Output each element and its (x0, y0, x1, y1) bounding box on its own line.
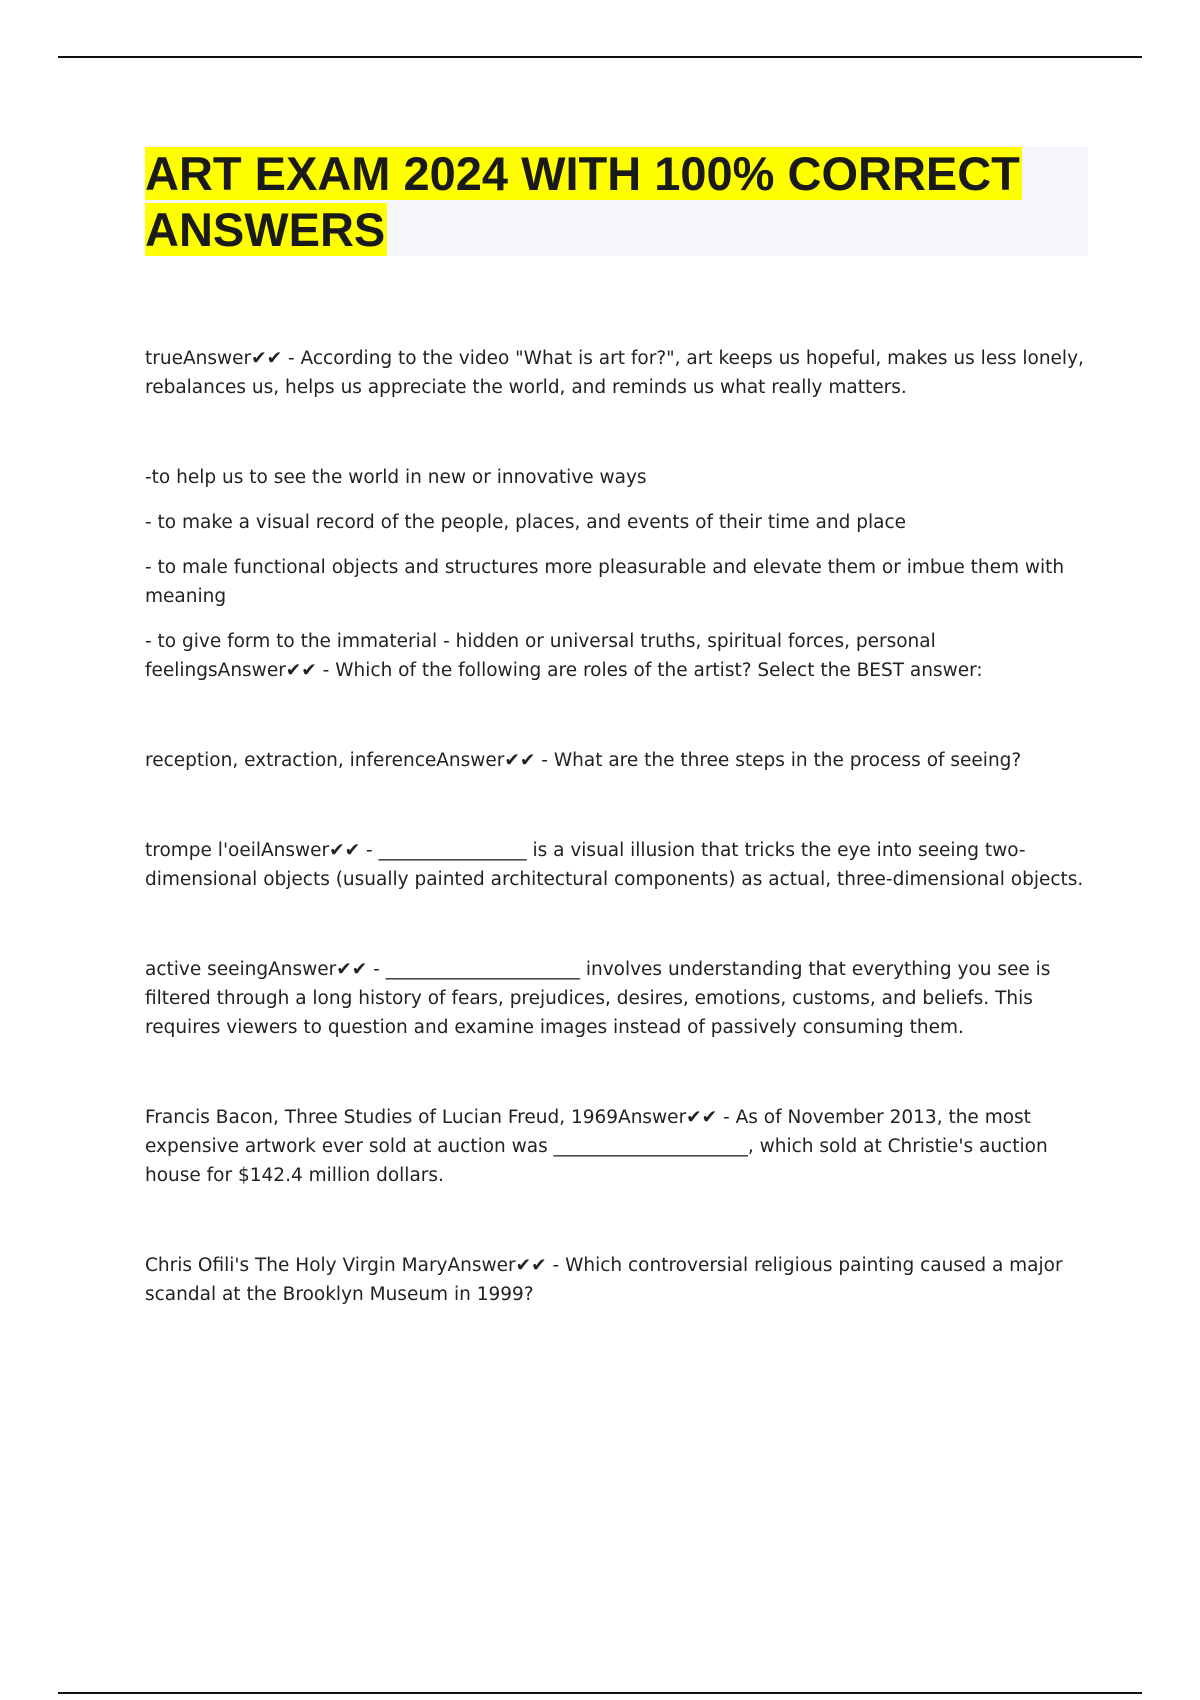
qa-entry-line: - to make a visual record of the people, places, and events of their time and place (145, 512, 907, 533)
qa-entry-text: Francis Bacon, Three Studies of Lucian Freud, 1969Answer✔✔ - As of November 2013, the most expensive artwork ever sold at auction was _____________________, which sold at Christie's auction house for $142.4 million dollars. (145, 1107, 1048, 1186)
qa-entry-6 (145, 1103, 1090, 1190)
qa-entry-1 (145, 344, 1090, 402)
document-title-highlight: ART EXAM 2024 WITH 100% CORRECT ANSWERS (145, 147, 1020, 256)
qa-entry-text: trompe l'oeilAnswer✔✔ - ________________ is a visual illusion that tricks the eye into seeing two-dimensional objects (usually painted architectural components) as actual, three-dimensional objects. (145, 840, 1084, 890)
qa-entry-2 (145, 463, 1090, 685)
document-body (145, 344, 1090, 1370)
bottom-divider (58, 1692, 1142, 1694)
title-block (145, 146, 1088, 256)
qa-entry-4 (145, 836, 1090, 894)
qa-entry-line: -to help us to see the world in new or innovative ways (145, 467, 647, 488)
document-title (145, 146, 1088, 258)
qa-entry-7 (145, 1251, 1090, 1309)
top-divider (58, 56, 1142, 58)
qa-entry-line: - to give form to the immaterial - hidden or universal truths, spiritual forces, personal feelingsAnswer✔✔ - Which of the following are roles of the artist? Select the BEST answer: (145, 631, 983, 681)
qa-entry-text: trueAnswer✔✔ - According to the video "What is art for?", art keeps us hopeful, makes us less lonely, rebalances us, helps us appreciate the world, and reminds us what really matters. (145, 348, 1084, 398)
qa-entry-3 (145, 746, 1090, 775)
qa-entry-text: reception, extraction, inferenceAnswer✔✔ - What are the three steps in the process of seeing? (145, 750, 1022, 771)
qa-entry-5 (145, 955, 1090, 1042)
qa-entry-text: active seeingAnswer✔✔ - _____________________ involves understanding that everything you see is filtered through a long history of fears, prejudices, desires, emotions, customs, and beliefs. This requires viewers to question and examine images instead of passively consuming them. (145, 959, 1051, 1038)
qa-entry-text: Chris Ofili's The Holy Virgin MaryAnswer✔✔ - Which controversial religious painting caused a major scandal at the Brooklyn Museum in 1999? (145, 1255, 1063, 1305)
qa-entry-line: - to male functional objects and structures more pleasurable and elevate them or imbue them with meaning (145, 557, 1065, 607)
